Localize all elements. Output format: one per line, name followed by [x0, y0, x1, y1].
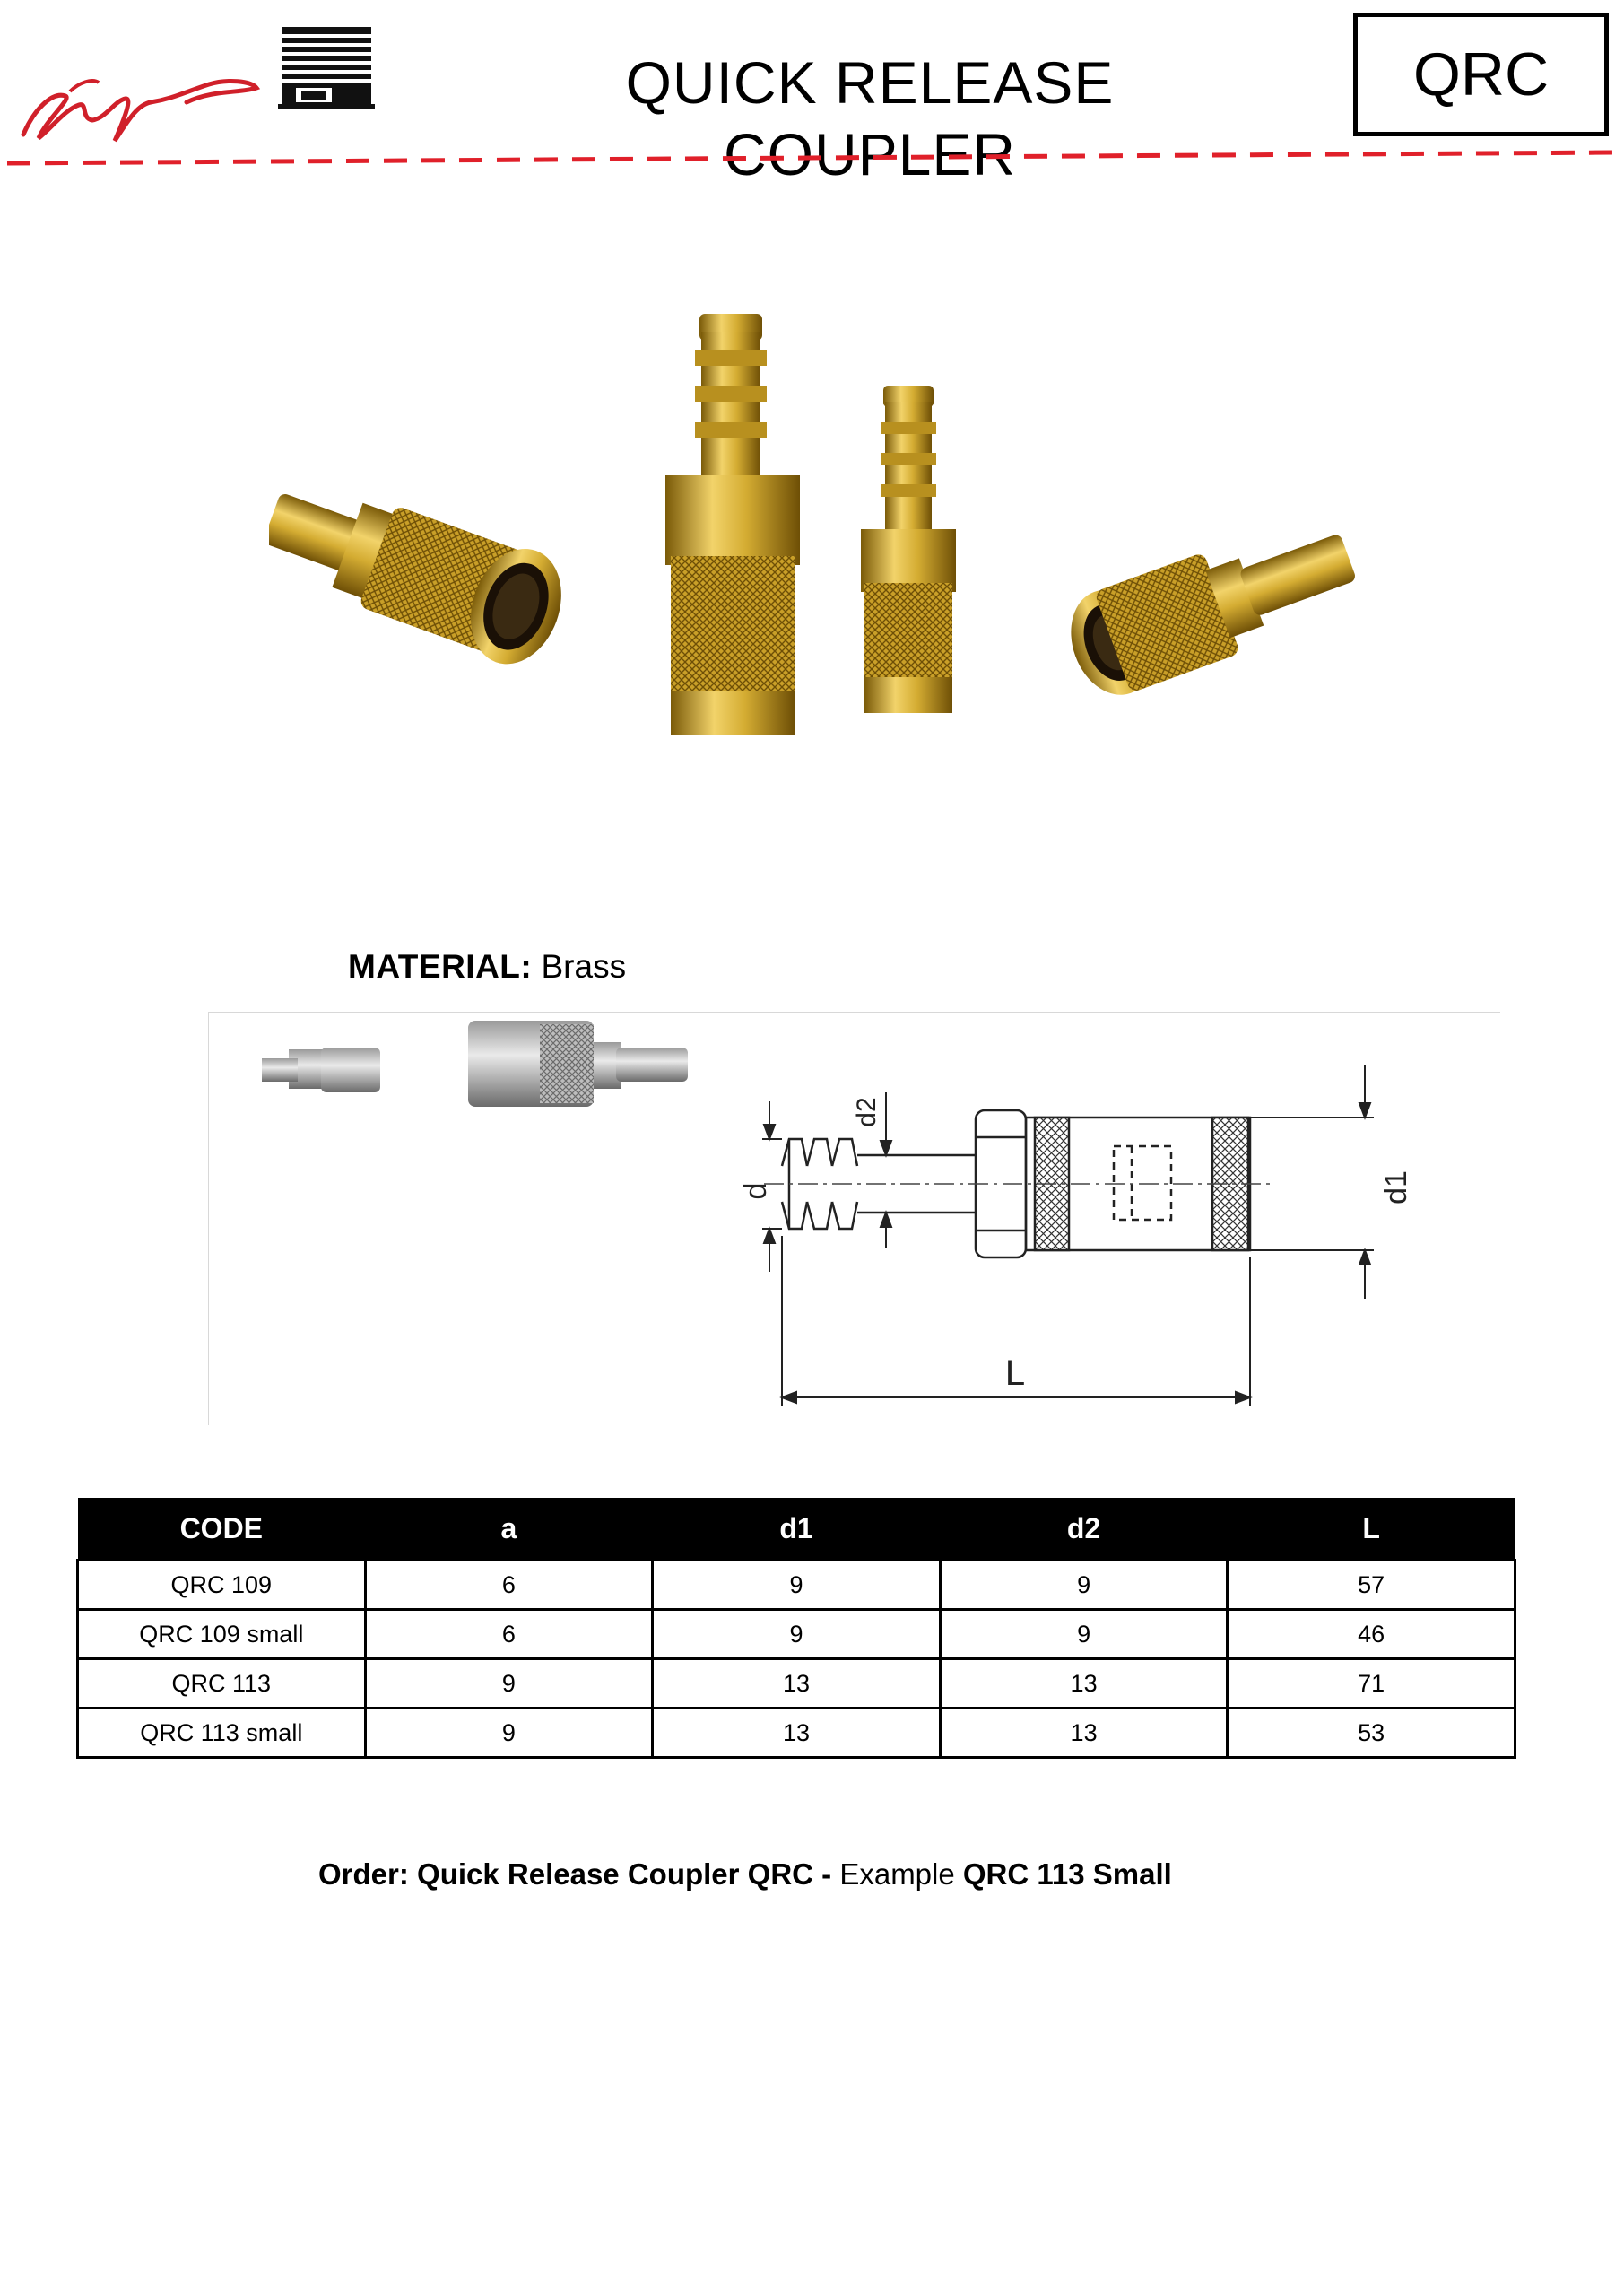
material-label: MATERIAL:	[348, 948, 533, 985]
order-label: Order: Quick Release Coupler QRC -	[318, 1857, 832, 1891]
coupler-photo-4	[1057, 506, 1368, 707]
dim-label-L: L	[1004, 1353, 1026, 1393]
spec-table	[76, 1498, 1516, 1759]
technical-drawing	[208, 1012, 1499, 1424]
cell-d1: 9	[653, 1561, 941, 1610]
product-photo	[269, 296, 1435, 762]
col-header-a: a	[365, 1498, 653, 1561]
cell-L: 57	[1228, 1561, 1515, 1610]
material-value: Brass	[541, 948, 627, 985]
cell-d1: 13	[653, 1659, 941, 1709]
coupler-photo-1	[269, 462, 577, 677]
material-line	[348, 947, 626, 987]
cell-a: 9	[365, 1659, 653, 1709]
cell-a: 6	[365, 1610, 653, 1659]
dim-label-d1: d1	[1379, 1170, 1413, 1205]
cell-d2: 13	[940, 1659, 1228, 1709]
col-header-L: L	[1228, 1498, 1515, 1561]
col-header-d2: d2	[940, 1498, 1228, 1561]
product-code-box: QRC	[1353, 13, 1609, 136]
order-text: Example	[831, 1857, 963, 1891]
cell-d2: 13	[940, 1709, 1228, 1758]
col-header-code: CODE	[78, 1498, 366, 1561]
table-header-row	[78, 1498, 1515, 1561]
coupler-photo-2	[665, 314, 800, 735]
table-row	[78, 1709, 1515, 1758]
table-row	[78, 1561, 1515, 1610]
order-example: QRC 113 Small	[962, 1857, 1172, 1891]
cell-code: QRC 109	[78, 1561, 366, 1610]
plug-photo	[262, 1048, 380, 1092]
page-title: QUICK RELEASE COUPLER	[625, 49, 1115, 187]
socket-photo	[468, 1021, 688, 1107]
coupler-photo-3	[861, 386, 956, 713]
cell-code: QRC 113	[78, 1659, 366, 1709]
cell-d2: 9	[940, 1561, 1228, 1610]
building-icon	[278, 23, 375, 111]
cell-L: 71	[1228, 1659, 1515, 1709]
cell-d1: 9	[653, 1610, 941, 1659]
cell-L: 53	[1228, 1709, 1515, 1758]
cell-d1: 13	[653, 1709, 941, 1758]
table-row	[78, 1610, 1515, 1659]
dim-label-d: d	[739, 1182, 773, 1200]
dim-label-d2: d2	[852, 1097, 881, 1127]
cell-a: 9	[365, 1709, 653, 1758]
cell-d2: 9	[940, 1610, 1228, 1659]
cell-L: 46	[1228, 1610, 1515, 1659]
order-note	[318, 1857, 1172, 1892]
cell-code: QRC 109 small	[78, 1610, 366, 1659]
table-row	[78, 1659, 1515, 1709]
col-header-d1: d1	[653, 1498, 941, 1561]
cell-code: QRC 113 small	[78, 1709, 366, 1758]
company-logo-script	[16, 56, 263, 145]
cell-a: 6	[365, 1561, 653, 1610]
header-dashed-rule	[0, 147, 1624, 174]
